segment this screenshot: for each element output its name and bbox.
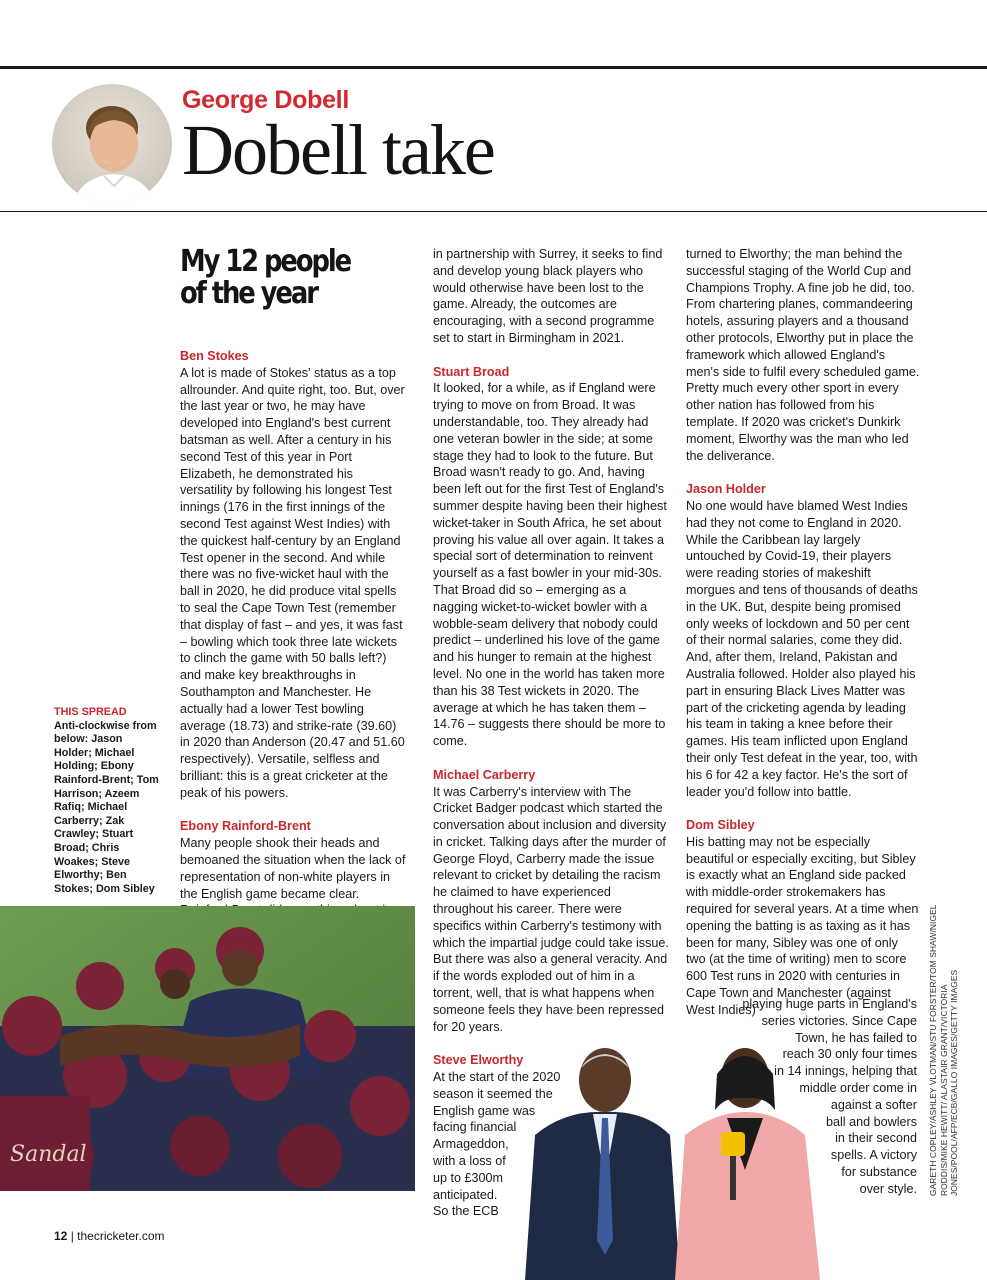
- section-text-ebony-rainford-brent: Many people shook their heads and bemoaned the situation when the lack of representation of non-white players in the English game became clear.: [180, 836, 406, 901]
- section-heading-dom-sibley: Dom Sibley: [686, 818, 755, 833]
- elworthy-line: English game was: [433, 1103, 536, 1118]
- top-rule: [0, 66, 987, 69]
- footer-separator: |: [67, 1229, 78, 1243]
- headline-line-2: of the year: [180, 276, 317, 311]
- elworthy-line: season it seemed the: [433, 1086, 553, 1101]
- section-text-elworthy-continued: turned to Elworthy; the man behind the successful staging of the World Cup and Champions Trophy. A fine job he did, too. From chartering planes, commandeering hotels, assuring players and a thousand other protocols, Elworthy put in place the framework which allowed England's men's side to fulfil every scheduled game. Pretty much every other sport in every other nation has followed from his template. If 2020 was cricket's Dunkirk moment, Elworthy was the man who led the deliverance.: [686, 247, 920, 463]
- author-byline: George Dobell: [182, 86, 349, 114]
- section-text-stuart-broad: It looked, for a while, as if England were trying to move on from Broad. It was understandable, too. They already had one veteran bowler in the side; at some stage they had to look to the future. But Broad wasn't ready to go. And, having been left out for the first Test of England's summer despite having been their highest wicket-taker in South Africa, he set about proving his value all over again. It takes a special sort of determination to reinvent yourself as a fast bowler in your mid-30s. That Broad did so – emerging as a nagging wicket-to-wicket bowler with a wobble-seam delivery that nobody could predict – underlined his love of the game and his hunger to remain at the highest level. No one in the world has taken more than his 38 Test wickets in 2020. The average at which he has taken them – 14.76 – suggests there should be more to come.: [433, 381, 667, 749]
- spread-caption-text: Anti-clockwise from below: Jason Holder; Michael Holding; Ebony Rainford-Brent; Tom Harrison; Azeem Rafiq; Michael Carberry; Zak Crawley; Stuart Broad; Chris Woakes; Steve Elworthy; Ben Stokes; Dom Sibley: [54, 719, 159, 895]
- dom-sibley-text-tail: [717, 996, 917, 1198]
- elworthy-line: At the start of the 2020: [433, 1070, 561, 1085]
- huddle-image-icon: [0, 906, 415, 1191]
- column-masthead: Dobell take: [182, 110, 494, 190]
- elworthy-line: facing financial: [433, 1120, 517, 1135]
- sibley-tail-line: playing huge parts in England's: [742, 997, 917, 1011]
- sibley-tail-line: in 14 innings, helping that: [774, 1064, 917, 1079]
- section-text-michael-carberry: It was Carberry's interview with The Cricket Badger podcast which started the conversation about inclusion and diversity in cricket. Talking days after the murder of George Floyd, Carberry made the issue relevant to cricket by detailing the racism he claimed to have experienced throughout his career. There were specifics within Carberry's testimony with which the impartial judge could take issue. But there was also a general veracity. And if the words exploded out of him in a torrent, well, that is what happens when someone feels they have been repressed for 20 years.: [433, 784, 669, 1034]
- sibley-tail-line: ball and bowlers: [825, 1114, 917, 1129]
- sibley-tail-line: in their second: [835, 1131, 917, 1146]
- section-heading-michael-carberry: Michael Carberry: [433, 767, 536, 782]
- svg-text:Sandal: Sandal: [10, 1142, 87, 1167]
- section-text-ben-stokes: A lot is made of Stokes' status as a top allrounder. And quite right, too. But, over the last year or two, he may have developed into England's best current batsman as well. After a century in his second Test of this year in Port Elizabeth, he demonstrated his versatility by following his longest Test innings (176 in the first innings of the second Test against West Indies) with the quickest half-century by an England Test opener in the second. And while there was no five-wicket haul with the ball in 2020, he did produce vital spells to seal the Cape Town Test (remember that display of fast – and yes, it was fast – bowling which took three late wickets to clinch the game with 50 balls left?) and make key breakthroughs in Southampton and Manchester. He actually had a lower Test bowling average (18.73) and strike-rate (39.60) in 2020 than Anderson (20.47 and 51.60 respectively). Versatile, selfless and brilliant: this is a great cricketer at the peak of his powers.: [180, 365, 405, 800]
- spread-caption-title: THIS SPREAD: [54, 706, 127, 718]
- author-portrait-icon: [52, 84, 172, 204]
- section-heading-ben-stokes: Ben Stokes: [180, 349, 249, 363]
- sibley-tail-line: against a softer: [830, 1097, 917, 1112]
- spread-caption: [54, 706, 159, 896]
- section-heading-steve-elworthy: Steve Elworthy: [433, 1053, 524, 1068]
- elworthy-line: with a loss of: [433, 1154, 506, 1169]
- section-heading-stuart-broad: Stuart Broad: [433, 364, 510, 379]
- section-text-jason-holder: No one would have blamed West Indies had they not come to England in 2020. While the Caribbean lay largely untouched by Covid-19, their players were reading stories of makeshift morgues and tens of thousands of deaths in the UK. But, despite being promised only weeks of lockdown and 50 per cent of their normal salaries, come they did. And, after them, Ireland, Pakistan and Australia followed. Holder also played his part in ensuring Black Lives Matter was part of the cricketing agenda by leading his team in taking a knee before their games. His team inflicted upon England their only Test defeat in the year, too, with his 6 for 42 a key factor. He's the sort of leader you'd follow into battle.: [686, 498, 918, 799]
- sibley-tail-line: series victories. Since Cape: [761, 1013, 917, 1028]
- sibley-tail-line: over style.: [859, 1181, 917, 1196]
- elworthy-line: anticipated.: [433, 1187, 498, 1202]
- elworthy-line: up to £300m: [433, 1170, 504, 1185]
- footer-site-link[interactable]: thecricketer.com: [77, 1229, 165, 1243]
- photo-credit: GARETH COPLEY/ASHLEY VLOTMAN/STU FORSTER/TOM SHAW/NIGEL RODDIS/MIKE HEWITT/ ALASTAIR GRANT/VICTORIA JONES/POOL/AFP/ECB/GALLO IMAGES/GETTY IMAGES: [928, 904, 960, 1196]
- column-3: [686, 246, 920, 1019]
- elworthy-line: So the ECB: [433, 1204, 499, 1219]
- sibley-tail-line: spells. A victory: [830, 1148, 917, 1163]
- headline-line-1: My 12 people: [180, 244, 351, 279]
- section-heading-ebony-rainford-brent: Ebony Rainford-Brent: [180, 819, 311, 834]
- sibley-tail-line: for substance: [841, 1164, 917, 1179]
- elworthy-line: Armageddon,: [433, 1137, 509, 1152]
- author-avatar: [52, 84, 172, 204]
- sibley-tail-line: Town, he has failed to: [795, 1030, 917, 1045]
- sibley-tail-line: reach 30 only four times: [782, 1047, 917, 1062]
- article-headline: [180, 246, 352, 310]
- sibley-tail-line: middle order come in: [799, 1080, 917, 1095]
- section-text-dom-sibley: His batting may not be especially beautiful or especially exciting, but Sibley is exactly what an England side packed with middle-order strokemakers has required for several years. At a time when opening the batting is as taxing as it has been for many, Sibley was one of only two (at the time of writing) men to score 600 Test runs in 2020 with centuries in Cape Town and Manchester (against West Indies): [686, 834, 919, 1017]
- page-number: 12: [54, 1229, 68, 1243]
- column-1: [180, 246, 408, 936]
- west-indies-huddle-photo: [0, 906, 415, 1191]
- section-text-ebony-continued: in partnership with Surrey, it seeks to find and develop young black players who would otherwise have been lost to the game. Already, the outcomes are encouraging, with a second programme set to start in Birmingham in 2021.: [433, 247, 663, 345]
- section-heading-jason-holder: Jason Holder: [686, 482, 766, 497]
- page-footer: [54, 1229, 165, 1243]
- header-rule: [0, 211, 987, 212]
